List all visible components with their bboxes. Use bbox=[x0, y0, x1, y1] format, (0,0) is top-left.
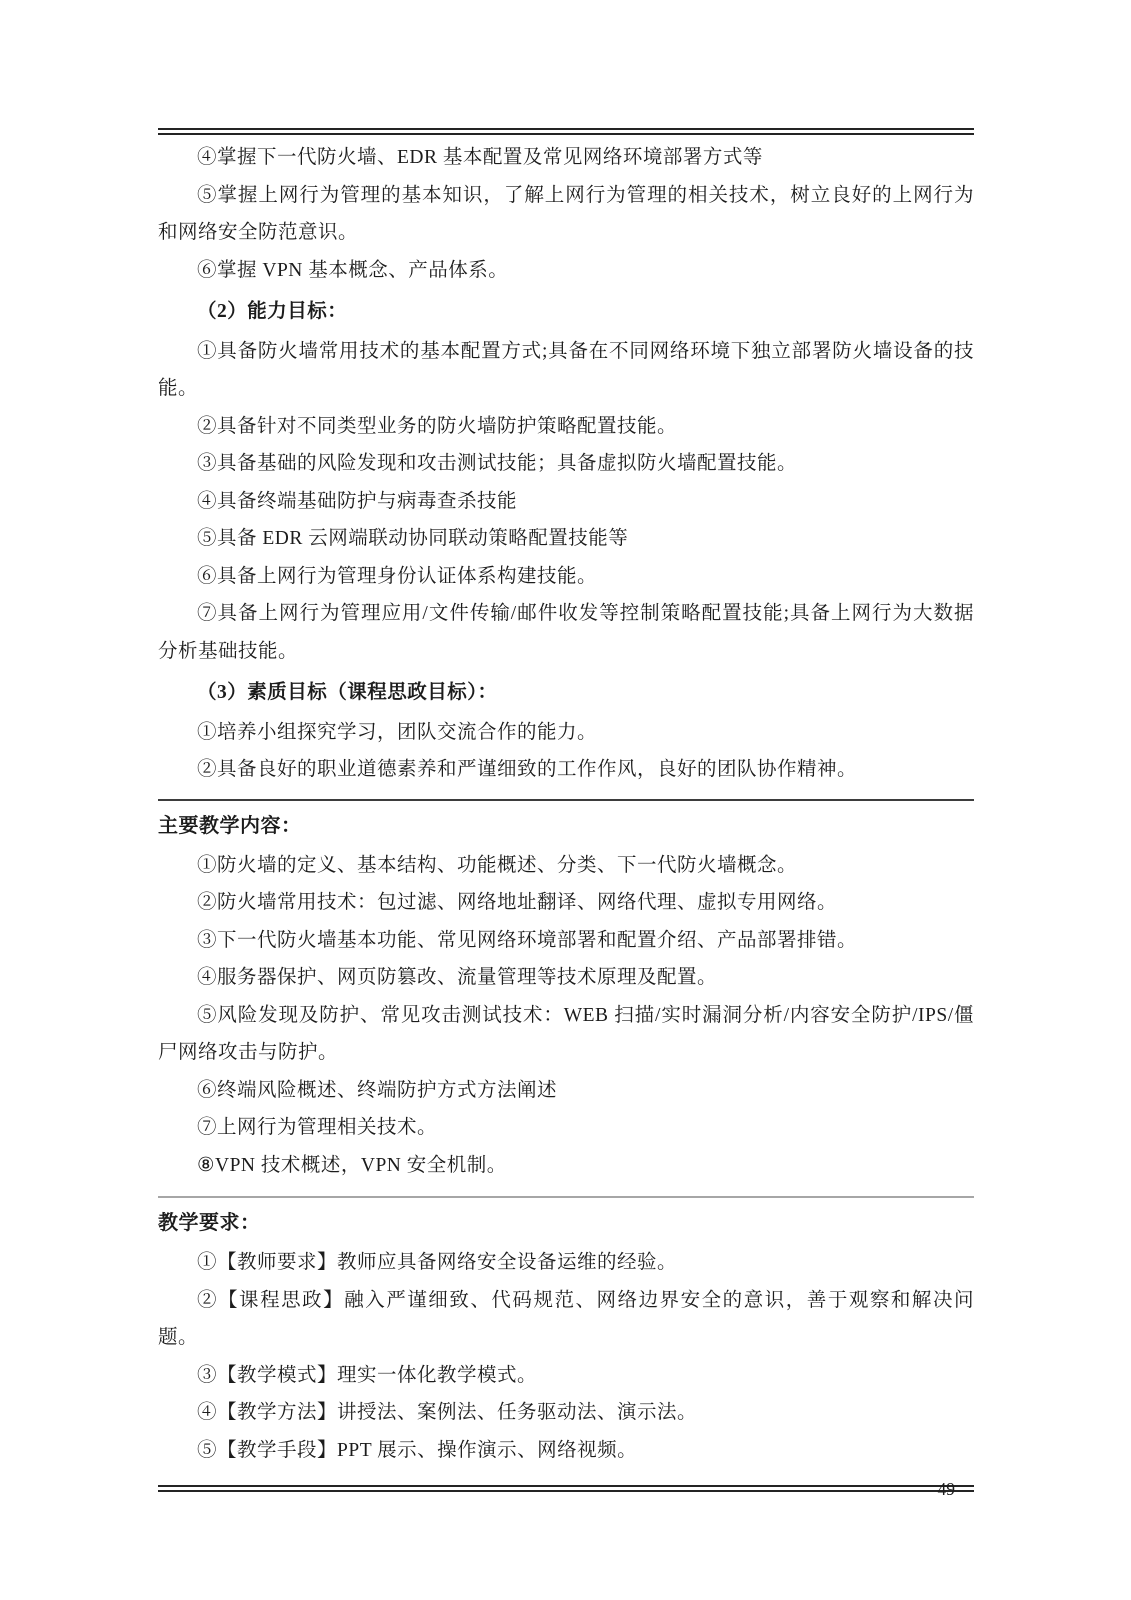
knowledge-objective-item: ④掌握下一代防火墙、EDR 基本配置及常见网络环境部署方式等 bbox=[197, 147, 763, 168]
teaching-requirement-item: ①【教师要求】教师应具备网络安全设备运维的经验。 bbox=[197, 1252, 678, 1273]
teaching-content-item: ①防火墙的定义、基本结构、功能概述、分类、下一代防火墙概念。 bbox=[197, 854, 798, 876]
page-body bbox=[158, 128, 974, 1492]
teaching-requirement-item: ③【教学模式】理实一体化教学模式。 bbox=[197, 1364, 538, 1386]
ability-objective-item: ①具备防火墙常用技术的基本配置方式;具备在不同网络环境下独立部署防火墙设备的技能。 bbox=[158, 340, 974, 399]
bottom-double-rule bbox=[158, 1485, 974, 1492]
heading-quality-objectives: （3）素质目标（课程思政目标）： bbox=[197, 682, 498, 703]
teaching-requirement-item: ④【教学方法】讲授法、案例法、任务驱动法、演示法。 bbox=[197, 1402, 698, 1423]
section-divider bbox=[158, 1196, 974, 1198]
ability-objective-item: ⑦具备上网行为管理应用/文件传输/邮件收发等控制策略配置技能;具备上网行为大数据分析基础技能。 bbox=[158, 603, 974, 662]
knowledge-objective-item: ⑥掌握 VPN 基本概念、产品体系。 bbox=[197, 259, 509, 281]
section-divider bbox=[158, 799, 974, 801]
teaching-content-item: ⑧VPN 技术概述，VPN 安全机制。 bbox=[197, 1154, 507, 1176]
teaching-content-item: ⑦上网行为管理相关技术。 bbox=[197, 1117, 438, 1138]
page-content bbox=[158, 139, 974, 1492]
quality-objective-item: ②具备良好的职业道德素养和严谨细致的工作作风，良好的团队协作精神。 bbox=[197, 759, 858, 780]
ability-objective-item: ③具备基础的风险发现和攻击测试技能；具备虚拟防火墙配置技能。 bbox=[197, 453, 798, 474]
ability-objective-item: ⑤具备 EDR 云网端联动协同联动策略配置技能等 bbox=[197, 528, 629, 549]
teaching-content-item: ⑥终端风险概述、终端防护方式方法阐述 bbox=[197, 1079, 558, 1101]
teaching-content-item: ④服务器保护、网页防篡改、流量管理等技术原理及配置。 bbox=[197, 967, 718, 988]
ability-objective-item: ④具备终端基础防护与病毒查杀技能 bbox=[197, 490, 518, 512]
top-double-rule bbox=[158, 128, 974, 135]
heading-ability-objectives: （2）能力目标： bbox=[197, 301, 348, 322]
heading-teaching-requirements: 教学要求： bbox=[158, 1212, 261, 1234]
teaching-content-item: ③下一代防火墙基本功能、常见网络环境部署和配置介绍、产品部署排错。 bbox=[197, 929, 858, 951]
quality-objective-item: ①培养小组探究学习，团队交流合作的能力。 bbox=[197, 721, 598, 743]
teaching-content-item: ②防火墙常用技术：包过滤、网络地址翻译、网络代理、虚拟专用网络。 bbox=[197, 892, 838, 913]
ability-objective-item: ②具备针对不同类型业务的防火墙防护策略配置技能。 bbox=[197, 415, 678, 437]
teaching-requirement-item: ②【课程思政】融入严谨细致、代码规范、网络边界安全的意识，善于观察和解决问题。 bbox=[158, 1289, 974, 1348]
ability-objective-item: ⑥具备上网行为管理身份认证体系构建技能。 bbox=[197, 565, 598, 587]
teaching-content-item: ⑤风险发现及防护、常见攻击测试技术：WEB 扫描/实时漏洞分析/内容安全防护/IPS/僵尸网络攻击与防护。 bbox=[158, 1004, 974, 1063]
teaching-requirement-item: ⑤【教学手段】PPT 展示、操作演示、网络视频。 bbox=[197, 1439, 638, 1461]
knowledge-objective-item: ⑤掌握上网行为管理的基本知识，了解上网行为管理的相关技术，树立良好的上网行为和网络安全防范意识。 bbox=[158, 184, 974, 243]
heading-teaching-content: 主要教学内容： bbox=[158, 814, 302, 837]
page-number: 49 bbox=[937, 1479, 955, 1499]
